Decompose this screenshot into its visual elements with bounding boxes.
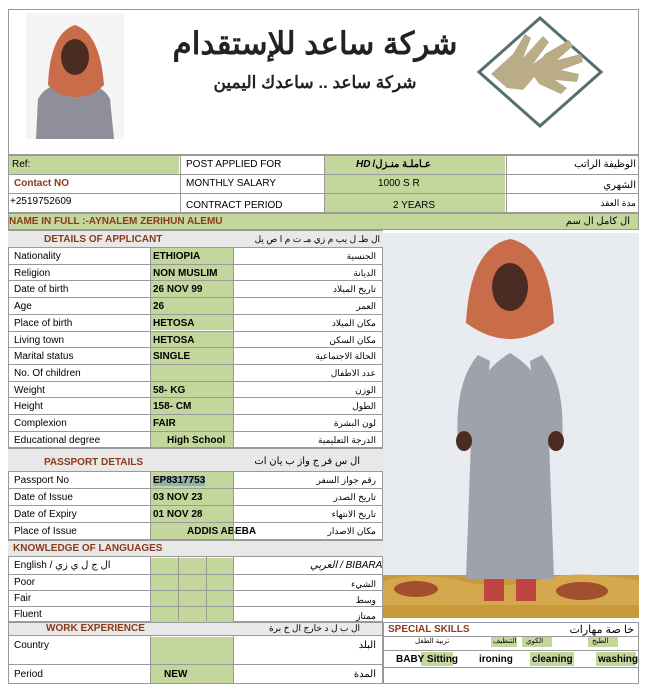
details-ar-label: الحالة الاجتماعية <box>315 351 376 362</box>
details-value: HETOSA <box>153 334 195 346</box>
details-label: Place of birth <box>14 317 73 329</box>
work-title: WORK EXPERIENCE <box>46 623 145 634</box>
passport-title-ar: ال س فر ج واز ب يان ات <box>254 456 360 467</box>
details-value: FAIR <box>153 418 176 429</box>
country-label: Country <box>14 640 50 651</box>
skill-baby-sitting: BABY Sitting <box>396 654 459 665</box>
details-ar-label: تاريخ الميلاد <box>333 284 376 295</box>
work-title-ar: ال ب ل د خارج ال خ برة <box>268 623 360 633</box>
details-value: ETHIOPIA <box>153 251 201 262</box>
details-value: High School <box>167 434 226 446</box>
languages-title: KNOWLEDGE OF LANGUAGES <box>13 543 163 554</box>
english-label: English / ال ج ل ي زي <box>14 560 111 571</box>
details-value: 26 NOV 99 <box>153 284 203 296</box>
details-ar-label: الدرجة التعليمية <box>318 434 376 445</box>
contact-value: +2519752609 <box>10 196 72 207</box>
passport-ar-label: رقم جواز السفر <box>316 475 376 485</box>
ref-label: Ref: <box>12 159 31 170</box>
two-hands-logo-icon <box>473 14 607 130</box>
post-ar-label: الوظيفة الراتب <box>574 159 636 170</box>
period-ar: المدة <box>353 669 376 680</box>
details-ar-label: الوزن <box>355 384 376 395</box>
details-label: Complexion <box>14 418 67 429</box>
arabic-label: العربي / BIBARA <box>310 560 383 571</box>
details-ar-label: مكان الميلاد <box>331 317 376 328</box>
passport-value: EP8317753 <box>153 475 206 486</box>
language-level-ar: وسط <box>355 595 376 605</box>
details-value: SINGLE <box>153 351 191 363</box>
skill-cleaning: cleaning <box>532 654 573 665</box>
language-level-label: Fair <box>14 593 32 604</box>
details-value: 58- KG <box>153 384 186 396</box>
salary-value: 1000 S R <box>378 178 420 189</box>
language-level-label: Poor <box>14 577 36 588</box>
details-title-ar: ال طـ ل يب م زي مـ ت م ا ص يل <box>254 234 380 244</box>
period-value: NEW <box>164 669 188 680</box>
language-level-label: Fluent <box>14 609 42 620</box>
details-label: Marital status <box>14 351 74 363</box>
details-label: Date of birth <box>14 284 69 296</box>
passport-value: 01 NOV 28 <box>153 509 203 520</box>
passport-label: Passport No <box>14 475 70 486</box>
passport-value: 03 NOV 23 <box>153 492 203 503</box>
full-name: NAME IN FULL :-AYNALEM ZERIHUN ALEMU <box>9 216 223 227</box>
skill-ar-3: الطبخ <box>592 638 609 645</box>
details-value: 26 <box>153 301 165 313</box>
details-value: HETOSA <box>153 317 195 329</box>
ref-cell <box>9 156 179 174</box>
skill-ar-2: الكوي <box>526 638 544 645</box>
details-title: DETAILS OF APPLICANT <box>44 234 163 245</box>
salary-label: MONTHLY SALARY <box>186 178 277 189</box>
contact-label: Contact NO <box>14 178 69 189</box>
country-ar: البلد <box>358 640 376 651</box>
details-value: 158- CM <box>153 401 192 413</box>
details-ar-label: الجنسية <box>346 251 376 261</box>
post-value-en: HD <box>356 159 371 170</box>
passport-ar-label: مكان الاصدار <box>327 526 376 536</box>
passport-title: PASSPORT DETAILS <box>44 457 144 468</box>
skill-ar-0: تربية الطفل <box>415 638 450 645</box>
skill-ironing: ironing <box>479 654 513 665</box>
passport-label: Date of Issue <box>14 492 73 503</box>
contract-label: CONTRACT PERIOD <box>186 200 283 211</box>
details-ar-label: العمر <box>356 301 376 312</box>
portrait-photo-small <box>26 13 124 139</box>
passport-label: Date of Expiry <box>14 509 77 520</box>
details-label: Nationality <box>14 251 61 262</box>
details-ar-label: الطول <box>352 401 376 412</box>
details-label: Religion <box>14 267 51 279</box>
post-label: POST APPLIED FOR <box>186 159 282 170</box>
skill-ar-1: التنظيف <box>493 638 517 645</box>
passport-value: ADDIS ABEBA <box>187 526 257 537</box>
language-level-ar: الشيء <box>350 579 376 589</box>
details-ar-label: مكان السكن <box>329 334 376 345</box>
passport-label: Place of Issue <box>14 526 77 537</box>
details-label: No. Of children <box>14 367 81 379</box>
details-label: Educational degree <box>14 434 101 446</box>
details-label: Weight <box>14 384 45 396</box>
passport-ar-label: تاريخ الصدر <box>333 492 376 502</box>
skill-washing: washing <box>598 654 639 665</box>
details-label: Height <box>14 401 43 413</box>
details-ar-label: عدد الاطفال <box>330 367 376 378</box>
language-level-ar: ممتاز <box>356 611 376 621</box>
company-name-ar: شركة ساعد للإستقدام <box>172 26 458 61</box>
details-label: Age <box>14 301 32 313</box>
skills-title-ar: خا صة مهارات <box>569 624 634 636</box>
skills-title: SPECIAL SKILLS <box>388 624 470 635</box>
post-value-ar: عـاملـة منـزل/ <box>372 159 431 170</box>
contract-ar-label: مدة العقد <box>600 198 636 208</box>
company-slogan-ar: شركة ساعد .. ساعدك اليمين <box>213 73 417 92</box>
details-label: Living town <box>14 334 65 346</box>
passport-ar-label: تاريخ الانتهاء <box>331 509 376 519</box>
full-name-ar-label: ال كامل ال سم <box>565 216 630 227</box>
details-ar-label: الديانة <box>353 267 376 278</box>
full-body-photo <box>382 233 639 618</box>
period-label: Period <box>14 669 43 680</box>
details-value: NON MUSLIM <box>153 267 218 279</box>
salary-ar-label: الشهري <box>603 180 636 191</box>
details-ar-label: لون البشرة <box>333 418 376 428</box>
contract-value: 2 YEARS <box>393 200 436 211</box>
